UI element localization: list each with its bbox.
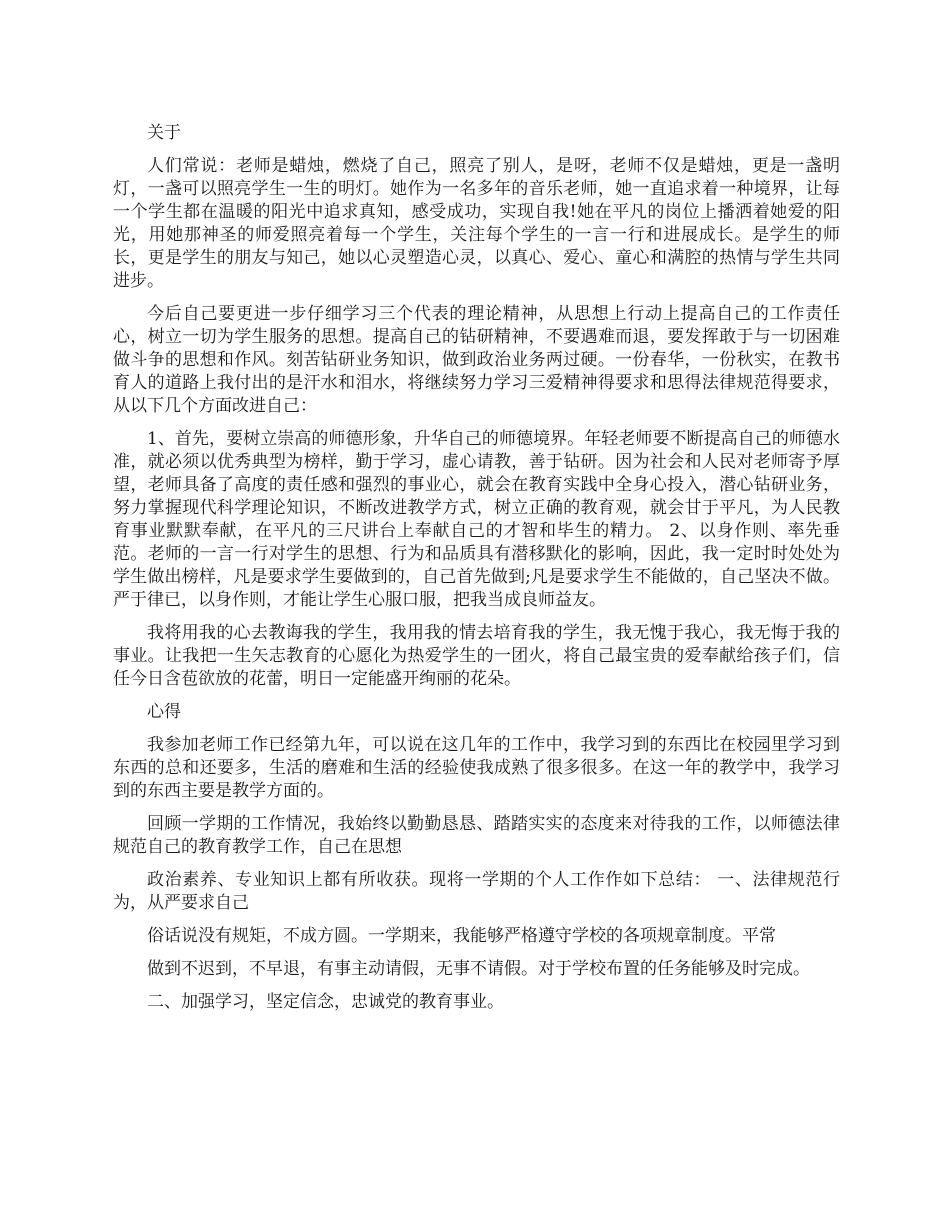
paragraph: 人们常说：老师是蜡烛，燃烧了自己，照亮了别人，是呀，老师不仅是蜡烛，更是一盏明灯，一盏可以照亮学生一生的明灯。她作为一名多年的音乐老师，她一直追求着一种境界，让每一个学生都在温暖的阳光中追求真知，感受成功，实现自我!她在平凡的岗位上播洒着她爱的阳光，用她那神圣的师爱照亮着每一个学生，关注每个学生的一言一行和进展成长。是学生的师长，更是学生的朋友与知己，她以心灵塑造心灵，以真心、爱心、童心和满腔的热情与学生共同进步。 <box>113 156 840 291</box>
section-heading: 关于 <box>147 123 181 143</box>
paragraph: 俗话说没有规矩，不成方圆。一学期来，我能够严格遵守学校的各项规章制度。平常 <box>147 926 776 946</box>
paragraph: 我将用我的心去教诲我的学生，我用我的情去培育我的学生，我无愧于我心，我无悔于我的事业。让我把一生矢志教育的心愿化为热爱学生的一团火，将自己最宝贵的爱奉献给孩子们，信任今日含苞欲放的花蕾，明日一定能盛开绚丽的花朵。 <box>113 623 840 689</box>
paragraph: 回顾一学期的工作情况，我始终以勤勤恳恳、踏踏实实的态度来对待我的工作，以师德法律规范自己的教育教学工作，自己在思想 <box>113 814 840 857</box>
document-body <box>113 122 840 1024</box>
section-heading: 心得 <box>147 702 181 722</box>
paragraph: 政治素养、专业知识上都有所收获。现将一学期的个人工作作如下总结： 一、法律规范行为，从严要求自己 <box>113 870 840 913</box>
paragraph: 1、首先，要树立崇高的师德形象，升华自己的师德境界。年轻老师要不断提高自己的师德水准，就必须以优秀典型为榜样，勤于学习，虚心请教，善于钻研。因为社会和人民对老师寄予厚望，老师具备了高度的责任感和强烈的事业心，就会在教育实践中全身心投入，潜心钻研业务，努力掌握现代科学理论知识，不断改进教学方式，树立正确的教育观，就会甘于平凡，为人民教育事业默默奉献，在平凡的三尺讲台上奉献自己的才智和毕生的精力。 2、以身作则、率先垂范。老师的一言一行对学生的思想、行为和品质具有潜移默化的影响，因此，我一定时时处处为学生做出榜样，凡是要求学生要做到的，自己首先做到;凡是要求学生不能做的，自己坚决不做。严于律已，以身作则，才能让学生心服口服，把我当成良师益友。 <box>113 429 840 610</box>
paragraph: 今后自己要更进一步仔细学习三个代表的理论精神，从思想上行动上提高自己的工作责任心，树立一切为学生服务的思想。提高自己的钻研精神，不要遇难而退，要发挥敢于与一切困难做斗争的思想和作风。刻苦钻研业务知识，做到政治业务两过硬。一份春华，一份秋实，在教书育人的道路上我付出的是汗水和泪水，将继续努力学习三爱精神得要求和思得法律规范得要求，从以下几个方面改进自己： <box>113 304 840 416</box>
paragraph: 二、加强学习，坚定信念，忠诚党的教育事业。 <box>147 992 504 1012</box>
paragraph: 我参加老师工作已经第九年，可以说在这几年的工作中，我学习到的东西比在校园里学习到东西的总和还要多，生活的磨难和生活的经验使我成熟了很多很多。在这一年的教学中，我学习到的东西主要是教学方面的。 <box>113 735 840 801</box>
paragraph: 做到不迟到，不早退，有事主动请假，无事不请假。对于学校布置的任务能够及时完成。 <box>147 959 810 979</box>
